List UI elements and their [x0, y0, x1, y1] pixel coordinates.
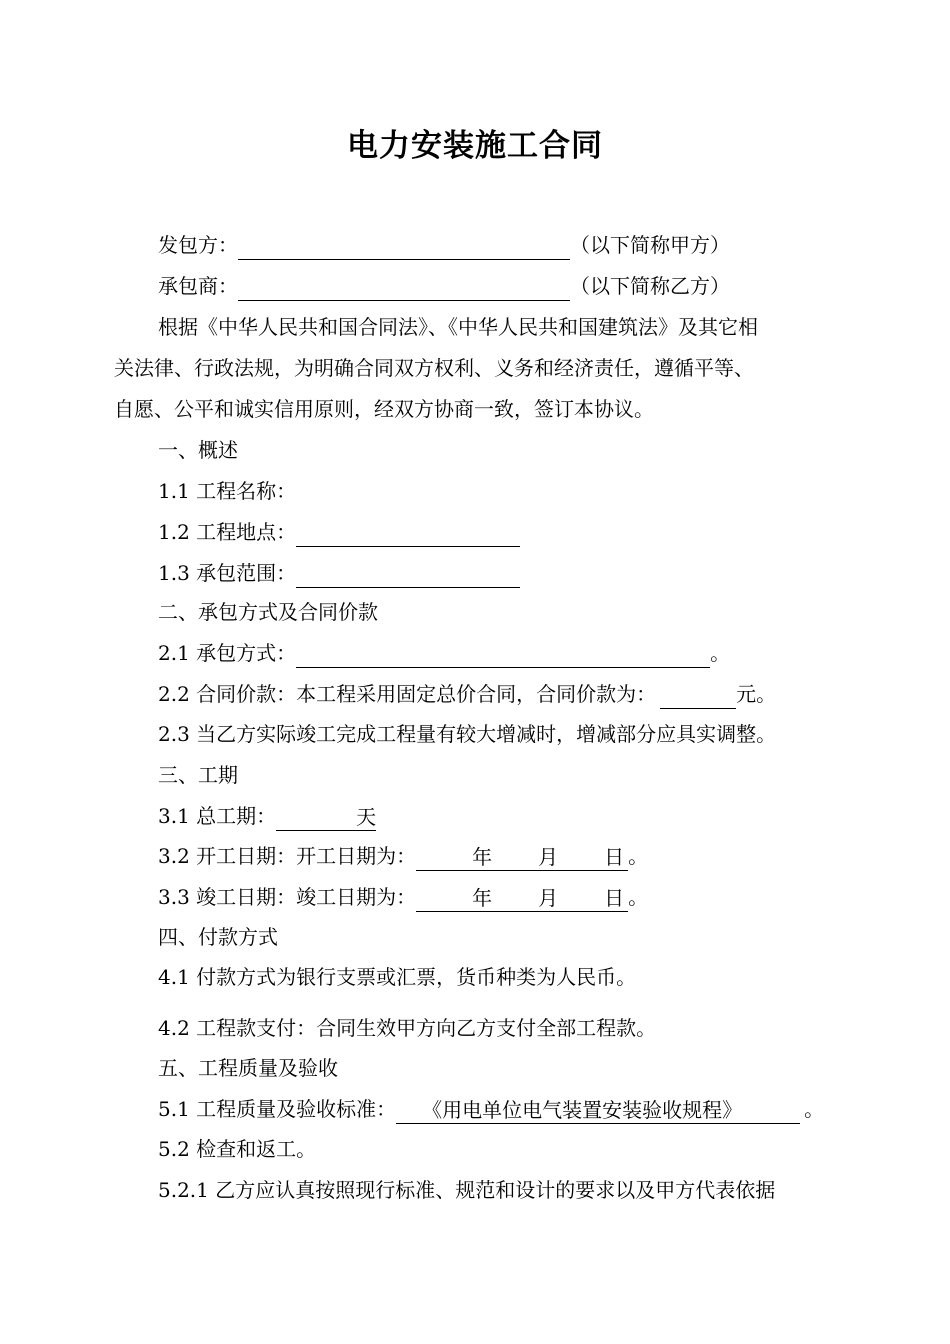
preamble-line-3: 自愿、公平和诚实信用原则，经双方协商一致，签订本协议。	[114, 397, 654, 421]
item-1-3-label: 1.3 承包范围：	[158, 561, 297, 585]
total-duration-blank[interactable]	[276, 804, 376, 831]
section-5-heading: 五、工程质量及验收	[158, 1056, 338, 1080]
item-2-2-line	[158, 679, 776, 709]
section-2-heading: 二、承包方式及合同价款	[158, 600, 378, 624]
duration-unit: 天	[356, 805, 377, 829]
contract-scope-blank[interactable]	[296, 561, 520, 588]
item-3-3-line	[158, 882, 648, 912]
end-month-label: 月	[538, 886, 559, 910]
item-5-2: 5.2 检查和返工。	[158, 1137, 317, 1161]
item-2-1-label: 2.1 承包方式：	[158, 641, 297, 665]
start-month-label: 月	[538, 845, 559, 869]
item-5-1-line	[158, 1094, 824, 1124]
item-1-3-line	[158, 558, 520, 588]
item-3-1-label: 3.1 总工期：	[158, 804, 277, 828]
item-4-2: 4.2 工程款支付：合同生效甲方向乙方支付全部工程款。	[158, 1016, 657, 1040]
item-1-2-line	[158, 517, 520, 547]
item-2-1-line	[158, 638, 730, 668]
contract-method-blank[interactable]	[296, 641, 710, 668]
item-3-1-line	[158, 801, 376, 831]
item-2-1-end: 。	[710, 641, 731, 665]
item-3-2-label: 3.2 开工日期：开工日期为：	[158, 844, 417, 868]
item-1-2-label: 1.2 工程地点：	[158, 520, 297, 544]
party-a-blank[interactable]	[238, 233, 570, 260]
section-1-heading: 一、概述	[158, 438, 238, 462]
item-3-3-label: 3.3 竣工日期：竣工日期为：	[158, 885, 417, 909]
party-b-blank[interactable]	[238, 274, 570, 301]
party-a-label: 发包方：	[158, 233, 238, 257]
completion-date-end: 。	[628, 885, 649, 909]
party-b-label: 承包商：	[158, 274, 238, 298]
item-2-3: 2.3 当乙方实际竣工完成工程量有较大增减时，增减部分应具实调整。	[158, 722, 777, 746]
item-2-2-label: 2.2 合同价款：本工程采用固定总价合同，合同价款为：	[158, 682, 657, 706]
item-5-1-end: 。	[804, 1097, 825, 1121]
party-a-suffix: （以下简称甲方）	[570, 233, 730, 257]
start-date-blank[interactable]	[416, 844, 628, 871]
item-5-2-1: 5.2.1 乙方应认真按照现行标准、规范和设计的要求以及甲方代表依据	[158, 1178, 776, 1202]
preamble-line-1: 根据《中华人民共和国合同法》、《中华人民共和国建筑法》及其它相	[158, 315, 758, 339]
price-unit: 元。	[736, 682, 777, 706]
project-location-blank[interactable]	[296, 520, 520, 547]
end-year-label: 年	[472, 886, 493, 910]
completion-date-blank[interactable]	[416, 885, 628, 912]
end-day-label: 日	[604, 886, 625, 910]
party-b-suffix: （以下简称乙方）	[570, 274, 730, 298]
party-b-line	[158, 271, 730, 301]
start-date-end: 。	[628, 844, 649, 868]
item-1-1: 1.1 工程名称：	[158, 479, 297, 503]
start-year-label: 年	[472, 845, 493, 869]
section-3-heading: 三、工期	[158, 763, 238, 787]
party-a-line	[158, 230, 730, 260]
item-4-1: 4.1 付款方式为银行支票或汇票，货币种类为人民币。	[158, 965, 637, 989]
preamble-line-2: 关法律、行政法规，为明确合同双方权利、义务和经济责任，遵循平等、	[114, 356, 754, 380]
page-title: 电力安装施工合同	[347, 128, 603, 164]
section-4-heading: 四、付款方式	[158, 925, 278, 949]
item-5-1-label: 5.1 工程质量及验收标准：	[158, 1097, 397, 1121]
quality-standard-field[interactable]	[396, 1097, 800, 1124]
start-day-label: 日	[604, 845, 625, 869]
contract-price-blank[interactable]	[660, 682, 736, 709]
quality-standard-value: 《用电单位电气装置安装验收规程》	[422, 1098, 743, 1122]
item-3-2-line	[158, 841, 648, 871]
